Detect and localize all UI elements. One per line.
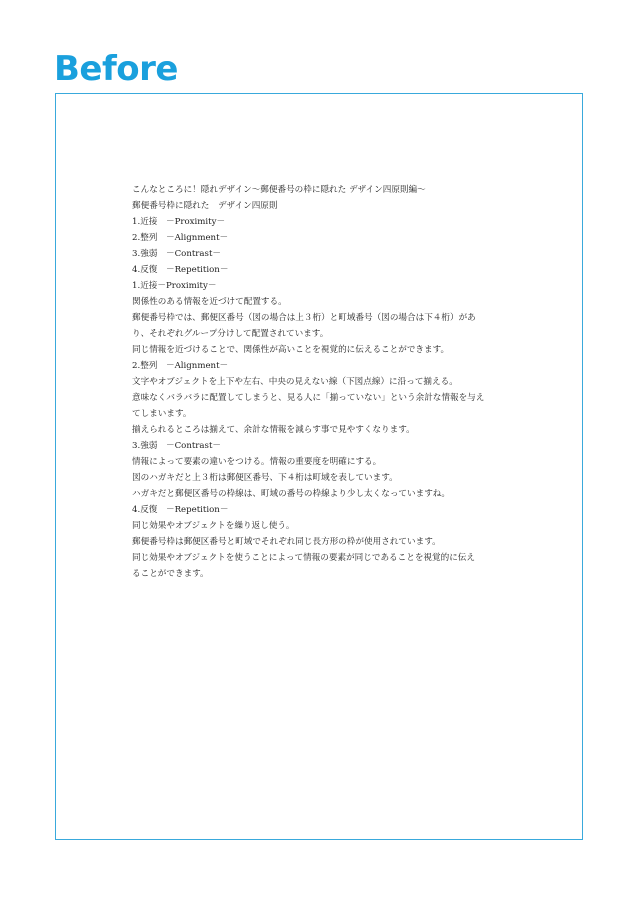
text-line: 郵便番号枠に隠れた デザイン四原則 — [132, 201, 278, 211]
page-heading: Before — [54, 49, 178, 89]
text-line: 図のハガキだと上３桁は郵便区番号、下４桁は町域を表しています。 — [132, 473, 398, 483]
text-line: 意味なくバラバラに配置してしまうと、見る人に「揃っていない」という余計な情報を与え — [132, 393, 485, 403]
text-line: 同じ効果やオブジェクトを繰り返し使う。 — [132, 521, 295, 531]
text-line: 郵便番号枠では、郵便区番号（図の場合は上３桁）と町域番号（図の場合は下４桁）があ — [132, 313, 476, 323]
text-line: こんなところに！隠れデザイン〜郵便番号の枠に隠れた デザイン四原則編〜 — [132, 185, 426, 195]
body-text — [132, 182, 570, 582]
text-line: 3.強弱 －Contrast－ — [132, 441, 222, 451]
text-line: 郵便番号枠は郵便区番号と町域でそれぞれ同じ長方形の枠が使用されています。 — [132, 537, 441, 547]
text-line: 3.強弱 －Contrast－ — [132, 249, 222, 259]
text-line: 関係性のある情報を近づけて配置する。 — [132, 297, 287, 307]
text-line: ることができます。 — [132, 569, 209, 579]
text-line: 4.反復 －Repetition－ — [132, 505, 229, 515]
text-line: てしまいます。 — [132, 409, 192, 419]
text-line: 文字やオブジェクトを上下や左右、中央の見えない線（下図点線）に沿って揃える。 — [132, 377, 458, 387]
text-line: 同じ情報を近づけることで、関係性が高いことを視覚的に伝えることができます。 — [132, 345, 450, 355]
text-line: り、それぞれグループ分けして配置されています。 — [132, 329, 329, 339]
text-line: ハガキだと郵便区番号の枠線は、町域の番号の枠線より少し太くなっていますね。 — [132, 489, 450, 499]
text-line: 4.反復 －Repetition－ — [132, 265, 229, 275]
text-line: 情報によって要素の違いをつける。情報の重要度を明確にする。 — [132, 457, 382, 467]
text-line: 1.近接 －Proximity－ — [132, 217, 226, 227]
text-line: 2.整列 －Alignment－ — [132, 361, 229, 371]
text-line: 2.整列 －Alignment－ — [132, 233, 229, 243]
text-line: 同じ効果やオブジェクトを使うことによって情報の要素が同じであることを視覚的に伝え — [132, 553, 475, 563]
text-line: 揃えられるところは揃えて、余計な情報を減らす事で見やすくなります。 — [132, 425, 415, 435]
text-line: 1.近接－Proximity－ — [132, 281, 217, 291]
content-frame — [55, 93, 583, 840]
